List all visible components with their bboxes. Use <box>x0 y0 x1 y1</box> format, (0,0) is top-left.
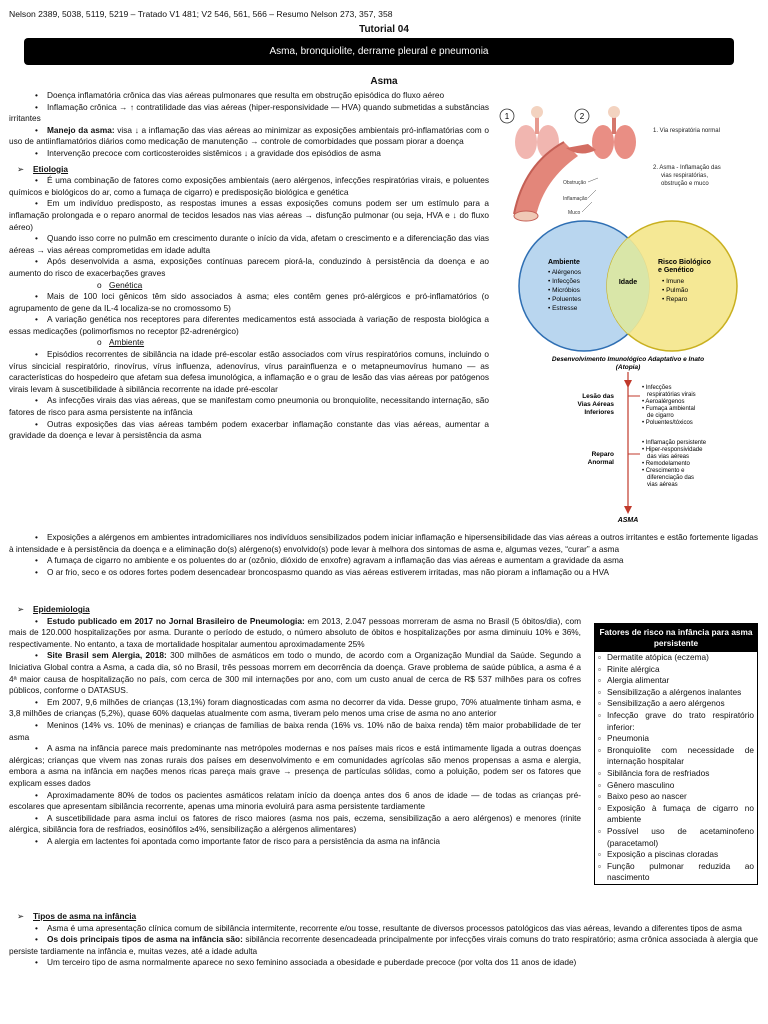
epidemiologia-item: • Meninos (14% vs. 10% de meninas) e crianças de famílias de baixa renda (16% vs. 10% não de baixa renda) têm maior probabilidade de ter asma <box>9 720 581 743</box>
reparo-item: diferenciação das <box>647 475 695 481</box>
venn-risco-item: • Imune <box>662 278 685 285</box>
risk-factor: ▫ Dermatite atópica (eczema) <box>595 652 757 664</box>
epidemiologia-item: • A asma na infância parece mais predominante nas metrópoles modernas e nos países mais ricos e está intimamente ligada a outras doenças alérgicas; crianças que vivem nas zonas rurais dos países em desenvolvimento e em comunidades agrícolas são menos propensas a asma e alergia, embora a asma na infância em nações menos ricas pareça mais grave → presença de partículas sólidas, como a poluição, podem ser os fatores que explicam esses dados <box>9 743 581 789</box>
tutorial-title: Tutorial 04 <box>359 24 409 35</box>
risk-factor: ▫ Sensibilização a alérgenos inalantes <box>595 687 757 699</box>
venn-ambiente-item: • Micróbios <box>548 287 580 294</box>
lesao-item: • Infecções <box>642 385 672 391</box>
topic-banner: Asma, bronquiolite, derrame pleural e pneumonia <box>24 38 734 65</box>
left-column <box>9 90 489 442</box>
venn-idade: Idade <box>618 279 638 286</box>
reparo-item: das vias aéreas <box>647 454 690 460</box>
figure-number-1-text: 1 <box>504 112 510 121</box>
risk-factor: ▫ Bronquiolite com necessidade de internação hospitalar <box>595 745 757 768</box>
intro-item: • Doença inflamatória crônica das vias aéreas pulmonares que resulta em obstrução episódica do fluxo aéreo <box>9 90 489 102</box>
tipos-item: • Asma é uma apresentação clínica comum de sibilância intermitente, recorrente e/ou tosse, resultante de diversos processos patológicos das vias aéreas, levando a diferentes tipos de asma <box>9 923 758 935</box>
risk-factor: ▫ Gênero masculino <box>595 780 757 792</box>
asthma-lungs-icon <box>592 106 636 159</box>
ambiente-heading: o Ambiente <box>9 337 489 349</box>
epidemiologia-item: • Aproximadamente 80% de todos os pacientes asmáticos relatam início da doença antes dos 6 anos de idade — de todas as crianças pré-escolares que apresentam sibilância recorrente, apenas uma minoria evoluirá para asma persistente tardiamente <box>9 790 581 813</box>
figure-number-2-text: 2 <box>579 112 585 121</box>
venn-risco-title: e Genético <box>658 267 694 274</box>
development-label: Desenvolvimento Imunológico Adaptativo e Inato <box>551 356 705 363</box>
lesao-item: • Poluentes/tóxicos <box>642 420 693 426</box>
label-obstrucao: Obstrução <box>563 180 587 186</box>
reparo-item: • Hiper-responsividade <box>642 447 703 453</box>
epidemiologia-item: • Em 2007, 9,6 milhões de crianças (13,1%) foram diagnosticadas com asma no decorrer da vida. Desse grupo, 70% atualmente tinham asma, e 3,8 milhões de crianças (5,2%), quase 60% daquelas atualmente com asma, tiveram pelo menos uma crise de asma no ano anterior <box>9 697 581 720</box>
lesao-label: Inferiores <box>584 409 614 416</box>
label-asthma-airway: obstrução e muco <box>661 181 709 187</box>
asma-outcome: ASMA <box>617 517 639 524</box>
pointer-line <box>588 178 598 182</box>
lesao-item: de cigarro <box>647 413 674 419</box>
epidemiologia-heading: ➢ Epidemiologia <box>9 604 581 616</box>
genetica-item: • Mais de 100 loci gênicos têm sido associados à asma; eles contêm genes pró-alérgicos e pró-inflamatórios (o agrupamento de gene da IL-4 localiza-se no cromossomo 5) <box>9 291 489 314</box>
venn-ambiente-item: • Infecções <box>548 278 580 285</box>
lesao-label: Lesão das <box>582 393 614 400</box>
venn-risco-item: • Pulmão <box>662 287 689 294</box>
ambiente-item: • As infecções virais das vias aéreas, que se manifestam como pneumonia ou bronquiolite, necessitando internação, são fatores de risco para asma persistente na infância <box>9 395 489 418</box>
risk-factor: ▫ Possível uso de acetaminofeno (paracetamol) <box>595 826 757 849</box>
label-inflamacao: Inflamação <box>563 196 588 202</box>
risk-factor: ▫ Exposição a piscinas cloradas <box>595 849 757 861</box>
lesao-item: • Aeroalérgenos <box>642 399 685 405</box>
flow-arrowhead <box>624 380 632 388</box>
reparo-label: Anormal <box>587 459 614 466</box>
flow-arrowhead <box>624 506 632 514</box>
etiologia-item: • É uma combinação de fatores como exposições ambientais (aero alérgenos, infecções respiratórias virais, e poluentes químicos e biológicos do ar, como a fumaça de cigarro) e predisposição biológica e genética <box>9 175 489 198</box>
risk-factor: ▫ Pneumonia <box>595 733 757 745</box>
tipos-item: • Os dois principais tipos de asma na infância são: sibilância recorrente desencadeada principalmente por infecções virais comuns do trato respiratório; asma crônica associada à alergia que persiste tardiamente na infância e, muitas vezes, até a idade adulta <box>9 934 758 957</box>
label-muco: Muco <box>568 210 581 216</box>
tipos-asma-section <box>9 911 758 969</box>
epidemiologia-item: • Site Brasil sem Alergia, 2018: 300 milhões de asmáticos em todo o mundo, de acordo com a Organização Mundial da Saúde. Segundo a Iniciativa Global contra a Asma, a cada dia, só no Brasil, três pessoas morrem em decorrência da doença. Grave problema de saúde pública, a asma é a 4ª maior causa de hospitalização no país, com cerca de 300 mil internações por ano, com um custo anual de cerca de R$ 537 milhões para os cofres públicos, conforme o DATASUS. <box>9 650 581 696</box>
reparo-item: vias aéreas <box>647 482 678 488</box>
risk-factor: ▫ Função pulmonar reduzida ao nascimento <box>595 861 757 884</box>
genetica-heading: o Genética <box>9 280 489 292</box>
development-label: (Atopia) <box>615 364 641 371</box>
epidemiologia-item: • A alergia em lactentes foi apontada como importante fator de risco para a persistência da asma na infância <box>9 836 581 848</box>
risk-factor: ▫ Sibilância fora de resfriados <box>595 768 757 780</box>
ambiente-item: • Exposições a alérgenos em ambientes intradomiciliares nos indivíduos sensibilizados podem iniciar inflamação e hipersensibilidade das vias aéreas a outros irritantes e estão fortemente ligadas à intensidade e à persistência da doença e a eliminação do(s) alérgeno(s) envolvido(s) pode levar à melhora dos sintomas de asma e, algumas vezes, “curar” a asma <box>9 532 758 555</box>
risk-factor: ▫ Sensibilização a aero alérgenos <box>595 698 757 710</box>
etiologia-heading: ➢ Etiologia <box>9 164 489 176</box>
intro-text: visa ↓ a inflamação das vias aéreas ao minimizar as exposições ambientais pró-inflamatórias com o uso de antiinflamatórios diários como medicação de manutenção → controle de comorbidades que possam piorar a doença <box>9 124 489 147</box>
lesao-item: • Fumaça ambiental <box>642 406 696 412</box>
pointer-line <box>582 202 592 212</box>
tipos-heading: ➢ Tipos de asma na infância <box>9 911 758 923</box>
ambiente-item: • A fumaça de cigarro no ambiente e os poluentes do ar (ozônio, dióxido de enxofre) agravam a inflamação das vias aéreas e aumentam a gravidade da asma <box>9 555 758 567</box>
risk-factor: ▫ Baixo peso ao nascer <box>595 791 757 803</box>
venn-ambiente-title: Ambiente <box>548 259 580 266</box>
risk-factor: ▫ Alergia alimentar <box>595 675 757 687</box>
intro-item: • Inflamação crônica → ↑ contratilidade das vias aéreas (hiper-responsividade — HVA) quando submetidas a substâncias irritantes <box>9 102 489 125</box>
label-normal-airway: 1. Via respiratória normal <box>653 128 720 134</box>
venn-ambiente-item: • Alérgenos <box>548 269 581 276</box>
label-asthma-airway: 2. Asma - Inflamação das <box>653 165 721 171</box>
intro-item <box>9 125 489 148</box>
reparo-label: Reparo <box>591 451 614 458</box>
etiologia-item: • Quando isso corre no pulmão em crescimento durante o início da vida, afetam o crescimento e a diferenciação das vias aéreas → vias aéreas comprometidas em idade adulta <box>9 233 489 256</box>
intro-item: • Intervenção precoce com corticosteroides sistêmicos ↓ a gravidade dos episódios de asma <box>9 148 489 160</box>
ambiente-item: • Episódios recorrentes de sibilância na idade pré-escolar estão associados com vírus respiratórios comuns, incluindo o vírus sincicial respiratório, rinovírus, vírus influenza, adenovírus, vírus parainfluenza e o metapneumovírus humano — as características do hospedeiro que afetam sua defesa imunológica, a inflamação e o grau de lesão das vias aéreas por patógenos virais levam à suscetibilidade à sibilância recorrente na idade pré-escolar <box>9 349 489 395</box>
genetica-item: • A variação genética nos receptores para diferentes medicamentos está associada à variação de resposta biológica a essas medicações (polimorfismos no receptor β2-adrenérgico) <box>9 314 489 337</box>
reparo-item: • Crescimento e <box>642 468 685 474</box>
ambiente-item: • O ar frio, seco e os odores fortes podem desencadear broncospasmo quando as vias aéreas estiverem irritadas, mas não pioram a inflamação ou a HVA <box>9 567 758 579</box>
risk-factor: ▫ Infecção grave do trato respiratório inferior: <box>595 710 757 733</box>
etiologia-item: • Após desenvolvida a asma, exposições contínuas parecem piorá-la, conduzindo à persistência da doença e ao aumento do risco de exacerbações graves <box>9 256 489 279</box>
pointer-line <box>588 190 596 198</box>
bold-lead: Manejo da asma: <box>47 124 115 135</box>
reparo-item: • Inflamação persistente <box>642 440 707 446</box>
full-width-etiologia <box>9 532 758 578</box>
lesao-item: respiratórias virais <box>647 392 696 398</box>
reparo-item: • Remodelamento <box>642 461 690 467</box>
venn-ambiente-item: • Poluentes <box>548 296 581 303</box>
venn-risco-title: Risco Biológico <box>658 259 711 266</box>
epidemiologia-column <box>9 604 581 847</box>
section-title-asma: Asma <box>370 76 398 87</box>
epidemiologia-item: • A suscetibilidade para asma inclui os fatores de risco maiores (asma nos pais, eczema, sensibilização a aero alérgenos) e menores (rinite alérgica, sibilância fora de resfriados, eosinófilos ≥4%, sensibilização a alérgenos alimentares) <box>9 813 581 836</box>
venn-ambiente-item: • Estresse <box>548 305 578 312</box>
risk-factor: ▫ Rinite alérgica <box>595 664 757 676</box>
lesao-label: Vias Aéreas <box>577 401 614 408</box>
ambiente-item: • Outras exposições das vias aéreas também podem exacerbar inflamação constante das vias aéreas, aumentar a gravidade da doença e levar à persistência da asma <box>9 419 489 442</box>
risk-factors-title: Fatores de risco na infância para asma persistente <box>595 624 757 652</box>
risk-factors-box <box>594 623 758 885</box>
epidemiologia-item: • Estudo publicado em 2017 no Jornal Brasileiro de Pneumologia: em 2013, 2.047 pessoas morreram de asma no Brasil (5 óbitos/dia), com mais de 120.000 hospitalizações por asma. Durante o período de estudo, o número absoluto de óbitos e hospitalizações por asma diminuiu 10% e 36%, respectivamente. No entanto, a taxa de mortalidade hospitalar aumentou aproximadamente 25% <box>9 616 581 651</box>
label-asthma-airway: vias respiratórias, <box>661 173 709 179</box>
asthma-figure <box>496 104 758 524</box>
header-references: Nelson 2389, 5038, 5119, 5219 – Tratado V1 481; V2 546, 561, 566 – Resumo Nelson 273, 357, 358 <box>9 9 393 19</box>
venn-risco-item: • Reparo <box>662 296 688 303</box>
tipos-item: • Um terceiro tipo de asma normalmente aparece no sexo feminino associada a obesidade e puberdade precoce (por volta dos 11 anos de idade) <box>9 957 758 969</box>
etiologia-item: • Em um indivíduo predisposto, as respostas imunes a essas exposições comuns podem ser um estímulo para a inflamação prolongada e o reparo anormal de tecidos lesados nas vias aéreas → disfunção pulmonar (ou seja, HVA e ↓ do fluxo aéreo) <box>9 198 489 233</box>
risk-factor: ▫ Exposição à fumaça de cigarro no ambiente <box>595 803 757 826</box>
